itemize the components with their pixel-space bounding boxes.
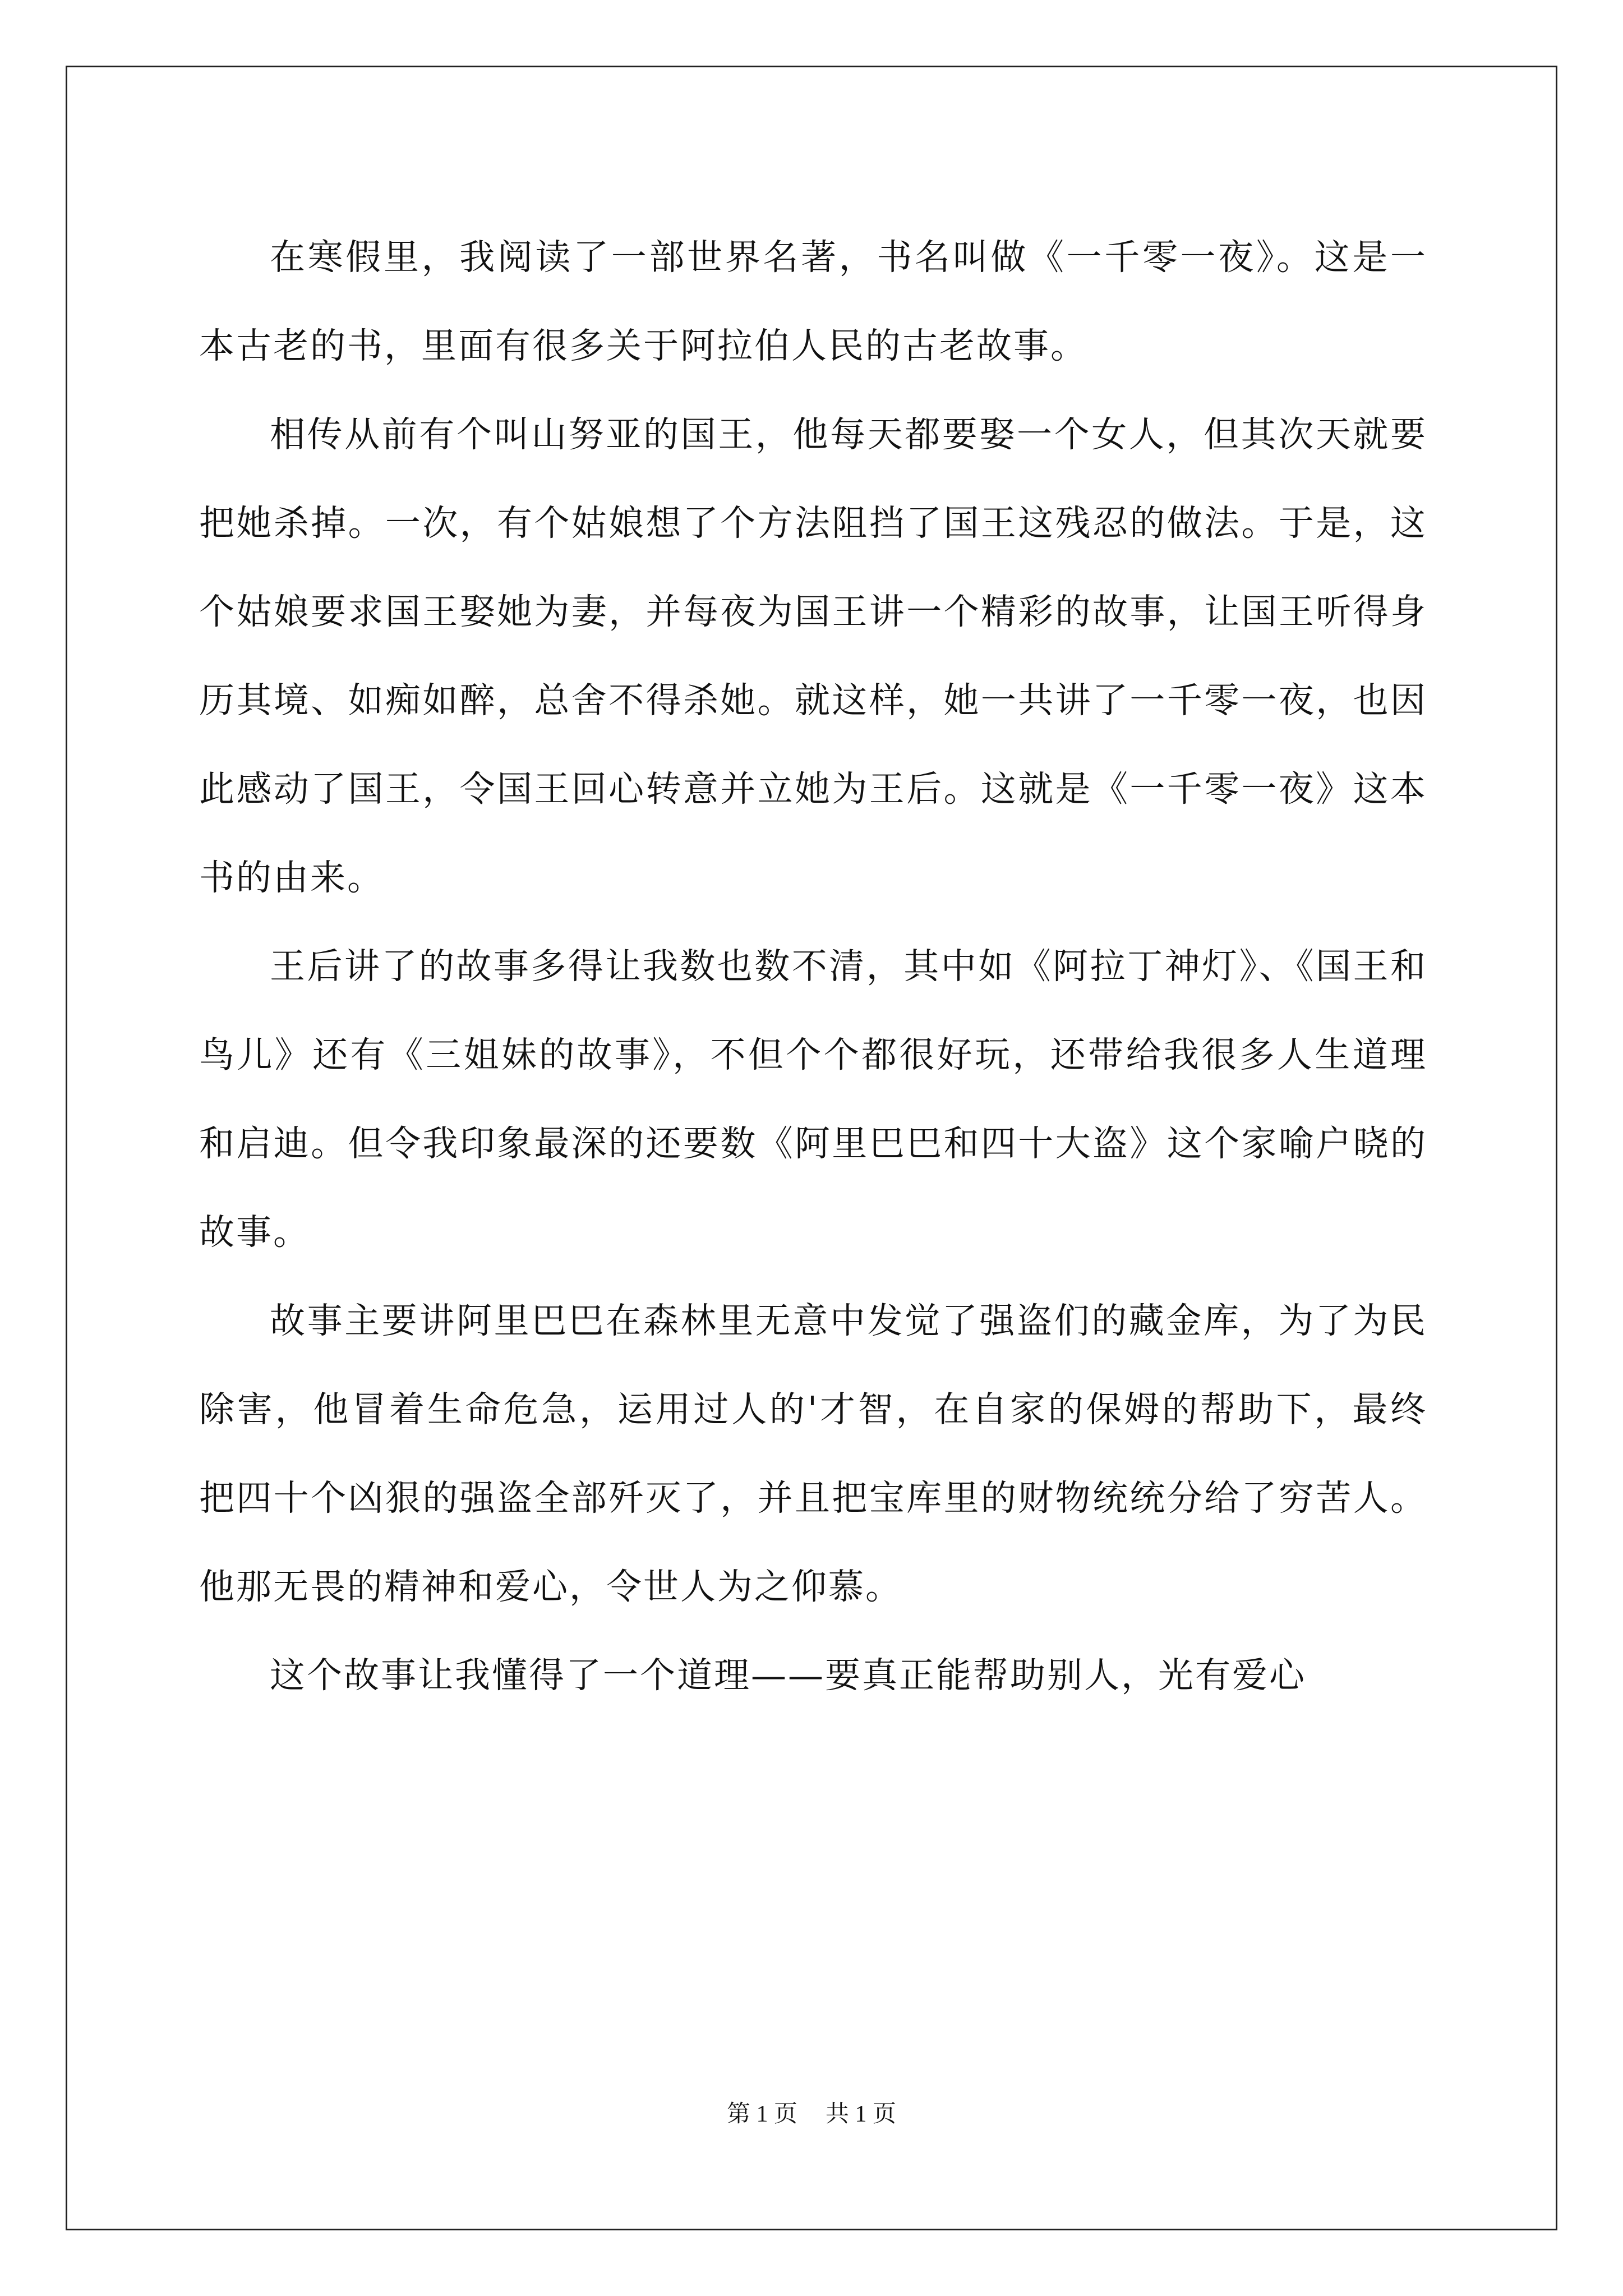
paragraph: 在寒假里，我阅读了一部世界名著，书名叫做《一千零一夜》。这是一本古老的书，里面有很多关于阿拉伯人民的古老故事。: [199, 237, 1427, 366]
document-body: [199, 213, 1427, 1720]
page-footer: [0, 2095, 1623, 2129]
paragraph: 这个故事让我懂得了一个道理——要真正能帮助别人，光有爱心: [270, 1655, 1306, 1696]
paragraph: 王后讲了的故事多得让我数也数不清，其中如《阿拉丁神灯》、《国王和鸟儿》还有《三姐妹的故事》，不但个个都很好玩，还带给我很多人生道理和启迪。但令我印象最深的还要数《阿里巴巴和四十大盗》这个家喻户晓的故事。: [199, 946, 1427, 1253]
paragraph: 相传从前有个叫山努亚的国王，他每天都要娶一个女人，但其次天就要把她杀掉。一次，有个姑娘想了个方法阻挡了国王这残忍的做法。于是，这个姑娘要求国王娶她为妻，并每夜为国王讲一个精彩的故事，让国王听得身历其境、如痴如醉，总舍不得杀她。就这样，她一共讲了一千零一夜，也因此感动了国王，令国王回心转意并立她为王后。这就是《一千零一夜》这本书的由来。: [199, 414, 1427, 898]
page-number: 第 1 页: [726, 2101, 797, 2127]
page-total: 共 1 页: [826, 2101, 897, 2127]
paragraph: 故事主要讲阿里巴巴在森林里无意中发觉了强盗们的藏金库，为了为民除害，他冒着生命危急，运用过人的'才智，在自家的保姆的帮助下，最终把四十个凶狠的强盗全部歼灭了，并且把宝库里的财物统统分给了穷苦人。他那无畏的精神和爱心，令世人为之仰慕。: [199, 1300, 1427, 1607]
